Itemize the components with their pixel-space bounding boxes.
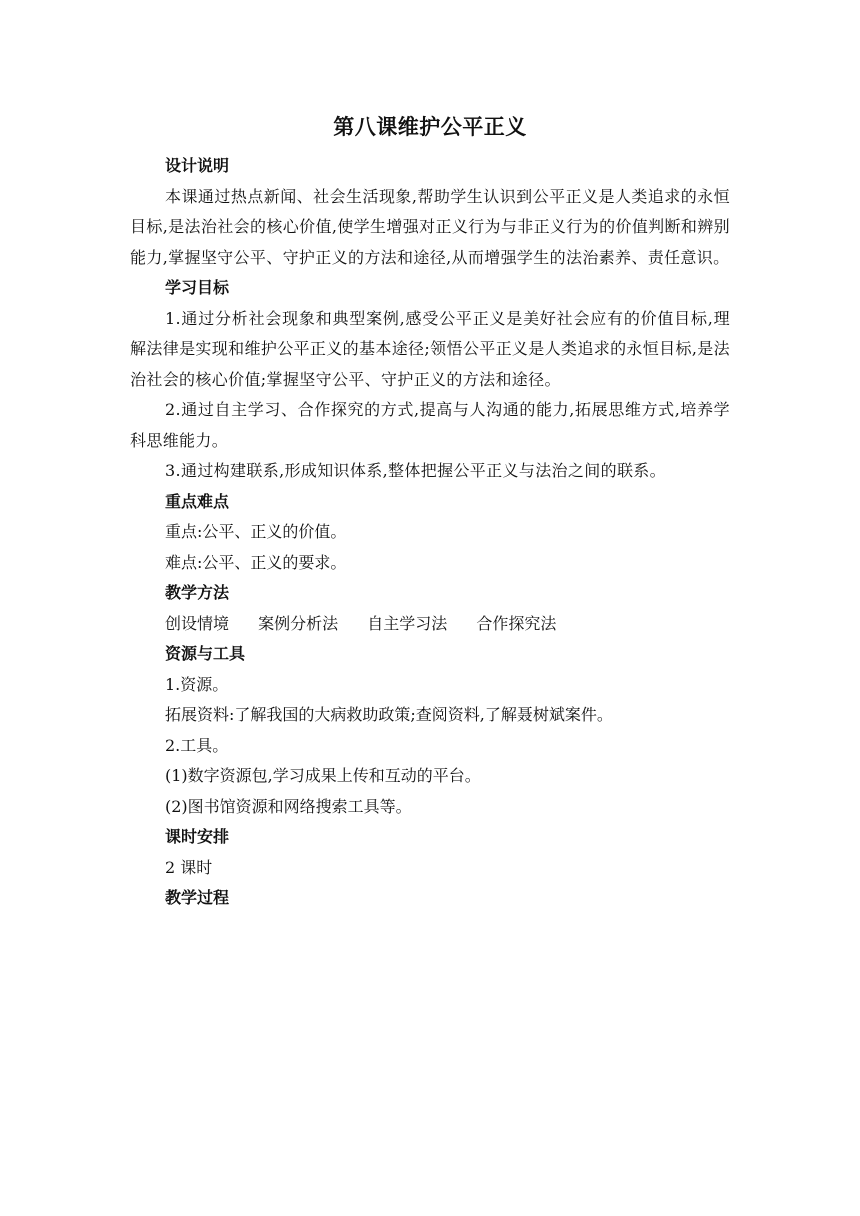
methods-section bbox=[130, 578, 730, 639]
methods-list bbox=[130, 609, 730, 640]
key-points-section bbox=[130, 487, 730, 579]
document-page bbox=[130, 112, 730, 914]
key-points-heading: 重点难点 bbox=[165, 491, 230, 511]
goal-item-3: 3.通过构建联系,形成知识体系,整体把握公平正义与法治之间的联系。 bbox=[165, 461, 666, 480]
resources-line: 1.资源。 bbox=[165, 674, 229, 694]
method-item: 合作探究法 bbox=[476, 613, 557, 633]
design-heading: 设计说明 bbox=[165, 156, 230, 175]
difficulty-line: 难点:公平、正义的要求。 bbox=[165, 552, 347, 572]
schedule-heading: 课时安排 bbox=[165, 827, 230, 846]
design-section bbox=[130, 151, 730, 273]
resources-line: (2)图书馆资源和网络搜索工具等。 bbox=[165, 796, 412, 816]
process-heading: 教学过程 bbox=[165, 888, 230, 907]
design-body: 本课通过热点新闻、社会生活现象,帮助学生认识到公平正义是人类追求的永恒目标,是法治社会的核心价值,使学生增强对正义行为与非正义行为的价值判断和辨别能力,掌握坚守公平、守护正义的方法和途径,从而增强学生的法治素养、责任意识。 bbox=[130, 186, 730, 267]
schedule-value: 2 课时 bbox=[165, 857, 213, 877]
resources-heading: 资源与工具 bbox=[165, 644, 246, 663]
process-section bbox=[130, 883, 730, 914]
method-item: 案例分析法 bbox=[258, 613, 339, 633]
page-title: 第八课维护公平正义 bbox=[333, 115, 527, 139]
resources-line: (1)数字资源包,学习成果上传和互动的平台。 bbox=[165, 766, 481, 785]
goals-section bbox=[130, 273, 730, 487]
resources-section bbox=[130, 639, 730, 822]
methods-heading: 教学方法 bbox=[165, 583, 230, 602]
schedule-section bbox=[130, 822, 730, 883]
goal-item-1: 1.通过分析社会现象和典型案例,感受公平正义是美好社会应有的价值目标,理解法律是实现和维护公平正义的基本途径;领悟公平正义是人类追求的永恒目标,是法治社会的核心价值;掌握坚守公平、守护正义的方法和途径。 bbox=[130, 308, 730, 389]
resources-line: 拓展资料:了解我国的大病救助政策;查阅资料,了解聂树斌案件。 bbox=[165, 705, 613, 724]
goal-item-2: 2.通过自主学习、合作探究的方式,提高与人沟通的能力,拓展思维方式,培养学科思维能力。 bbox=[130, 400, 730, 450]
method-item: 创设情境 bbox=[165, 613, 230, 633]
goals-heading: 学习目标 bbox=[165, 278, 230, 297]
method-item: 自主学习法 bbox=[367, 613, 448, 633]
focus-line: 重点:公平、正义的价值。 bbox=[165, 522, 347, 541]
resources-line: 2.工具。 bbox=[165, 735, 229, 755]
